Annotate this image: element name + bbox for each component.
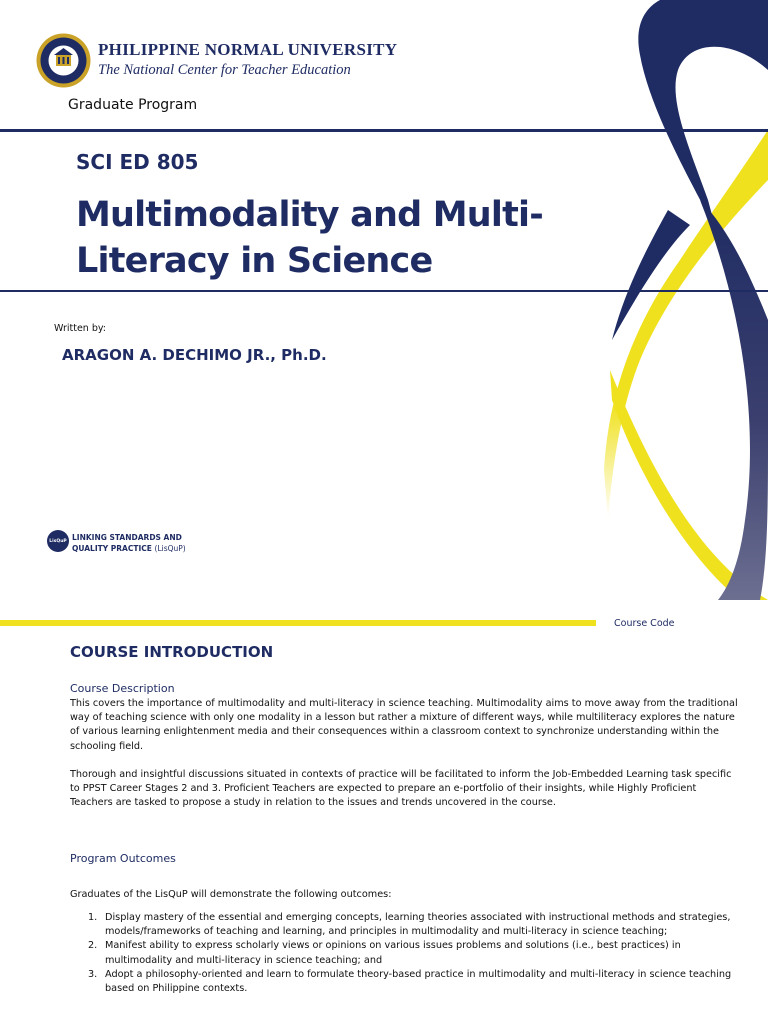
lisqup-logo-icon: LisQuP: [47, 530, 69, 552]
outcomes-lead: Graduates of the LisQuP will demonstrate the following outcomes:: [70, 889, 392, 900]
course-code-label: Course Code: [614, 618, 675, 629]
program-label: Graduate Program: [68, 97, 198, 113]
list-number: 1.: [88, 912, 98, 923]
written-by-label: Written by:: [54, 323, 107, 334]
course-title: [76, 192, 636, 284]
course-description-paragraph-2: Thorough and insightful discussions situated in contexts of practice will be facilitated to inform the Job-Embedded Learning task specific to PPST Career Stages 2 and 3. Proficient Teachers are expected to prepare an e-portfolio of their insights, while Highly Proficient Teachers are tasked to propose a study in relation to the issues and trends uncovered in the course.: [70, 769, 732, 809]
yellow-divider: [0, 620, 596, 626]
course-code-title: SCI ED 805: [76, 150, 199, 174]
title-divider: [0, 290, 768, 292]
list-item: 2. Manifest ability to express scholarly views or opinions on various issues problems and solutions (i.e., best practices) in multimodality and multi-literacy in science teaching; and: [88, 939, 738, 967]
lisqup-line2: QUALITY PRACTICE (LisQuP): [72, 544, 186, 553]
list-number: 2.: [88, 940, 98, 952]
slate-ribbon: [700, 200, 768, 600]
university-seal-logo: [36, 33, 91, 88]
section-heading: COURSE INTRODUCTION: [70, 643, 274, 661]
top-divider: [0, 129, 768, 132]
lisqup-line1: LINKING STANDARDS AND: [72, 533, 182, 542]
course-title-line: Multimodality and Multi-: [76, 195, 543, 235]
course-description-text: This covers the importance of multimodality and multi-literacy in science teaching. Multimodality aims to move away from the traditional way of teaching science with only one modality in a lesson but rather a mixture of different ways, while multiliteracy explores the nature of various learning enlightenment media and their consequences within a classroom context to synchronize understanding within the schooling field.: [70, 698, 738, 752]
course-title-line: Literacy in Science: [76, 241, 433, 281]
list-number: 3.: [88, 968, 98, 980]
lisqup-wordmark: [72, 532, 186, 554]
author-name: ARAGON A. DECHIMO JR., Ph.D.: [62, 346, 327, 364]
course-description-heading: Course Description: [70, 682, 175, 695]
list-item: 1. Display mastery of the essential and emerging concepts, learning theories associated with instructional methods and strategies, models/frameworks of teaching and learning, and principles in multimodality and multi-literacy in science teaching;: [88, 911, 738, 939]
program-outcomes-heading: Program Outcomes: [70, 852, 176, 865]
outcomes-list: [88, 911, 738, 996]
university-name: PHILIPPINE NORMAL UNIVERSITY: [98, 40, 398, 59]
university-tagline: The National Center for Teacher Education: [98, 62, 351, 78]
list-item: 3. Adopt a philosophy-oriented and learn to formulate theory-based practice in multimodality and multi-literacy in science teaching based on Philippine contexts.: [88, 968, 738, 996]
